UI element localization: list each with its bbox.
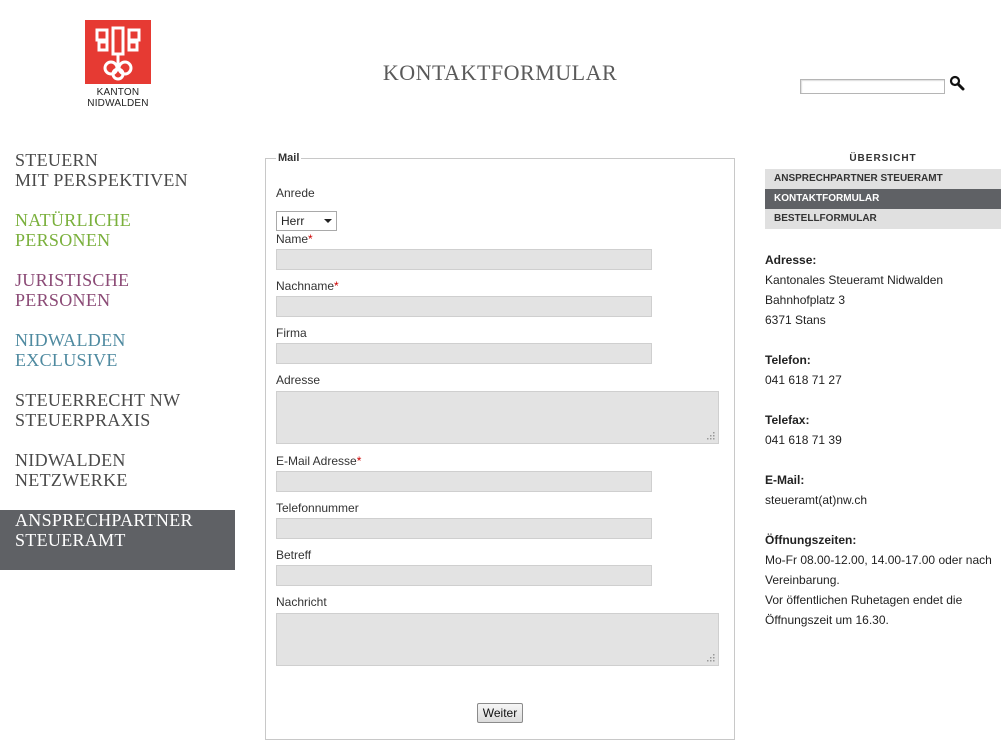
canton-logo[interactable] — [85, 20, 153, 109]
main-navigation — [0, 150, 235, 570]
sidebar-link-kontaktformular[interactable]: KONTAKTFORMULAR — [765, 189, 1001, 209]
nav-item-netzwerke[interactable]: NIDWALDEN NETZWERKE — [15, 450, 128, 490]
form-legend: Mail — [278, 152, 300, 164]
nav-item-steuern[interactable]: STEUERN MIT PERSPEKTIVEN — [15, 150, 188, 190]
opening-hours-line: Öffnungszeit um 16.30. — [765, 613, 889, 627]
name-label: Name* — [276, 232, 313, 246]
phone-label: Telefon: — [765, 353, 811, 367]
sidebar-link-bestellformular[interactable]: BESTELLFORMULAR — [765, 209, 1001, 229]
firma-input[interactable] — [276, 343, 652, 364]
betreff-input[interactable] — [276, 565, 652, 586]
address-line: Kantonales Steueramt Nidwalden — [765, 273, 944, 287]
nachricht-textarea[interactable] — [276, 613, 719, 666]
opening-hours-line: Vor öffentlichen Ruhetagen endet die — [765, 593, 963, 607]
email-input[interactable] — [276, 471, 652, 492]
opening-hours-line: Mo-Fr 08.00-12.00, 14.00-17.00 oder nach — [765, 553, 992, 567]
opening-hours-block — [765, 530, 1001, 630]
address-line: Bahnhofplatz 3 — [765, 293, 846, 307]
nachname-label: Nachname* — [276, 279, 339, 293]
resize-grip-icon[interactable] — [706, 653, 715, 662]
fax-block — [765, 410, 1001, 450]
telefon-label: Telefonnummer — [276, 501, 359, 515]
address-block — [765, 250, 1001, 330]
adresse-textarea[interactable] — [276, 391, 719, 444]
email-value[interactable]: steueramt(at)nw.ch — [765, 493, 868, 507]
coat-of-arms-icon — [85, 20, 151, 84]
nav-item-natuerliche-personen[interactable]: NATÜRLICHE PERSONEN — [15, 210, 131, 250]
opening-hours-label: Öffnungszeiten: — [765, 533, 857, 547]
opening-hours-line: Vereinbarung. — [765, 573, 840, 587]
fax-label: Telefax: — [765, 413, 810, 427]
nachricht-label: Nachricht — [276, 595, 327, 609]
overview-heading: ÜBERSICHT — [849, 153, 917, 164]
logo-text: KANTON NIDWALDEN — [87, 87, 149, 109]
telefon-input[interactable] — [276, 518, 652, 539]
name-input[interactable] — [276, 249, 652, 270]
anrede-label: Anrede — [276, 186, 315, 200]
page-title: KONTAKTFORMULAR — [382, 60, 618, 85]
search-input[interactable] — [800, 79, 945, 94]
address-line: 6371 Stans — [765, 313, 826, 327]
phone-value: 041 618 71 27 — [765, 373, 842, 387]
anrede-select[interactable] — [276, 211, 337, 231]
address-label: Adresse: — [765, 253, 817, 267]
nav-item-steuerrecht[interactable]: STEUERRECHT NW STEUERPRAXIS — [15, 390, 181, 430]
email-contact-label: E-Mail: — [765, 473, 805, 487]
nachname-input[interactable] — [276, 296, 652, 317]
nav-item-juristische-personen[interactable]: JURISTISCHE PERSONEN — [15, 270, 130, 310]
weiter-button[interactable]: Weiter — [477, 703, 523, 723]
contact-info — [765, 250, 1001, 650]
sidebar-link-ansprechpartner[interactable]: ANSPRECHPARTNER STEUERAMT — [765, 169, 1001, 189]
email-label: E-Mail Adresse* — [276, 454, 362, 468]
nav-item-ansprechpartner[interactable]: ANSPRECHPARTNER STEUERAMT — [0, 510, 235, 570]
betreff-label: Betreff — [276, 548, 312, 562]
firma-label: Firma — [276, 326, 307, 340]
anrede-value: Herr — [281, 214, 305, 228]
chevron-down-icon — [324, 219, 332, 223]
fax-value: 041 618 71 39 — [765, 433, 842, 447]
nav-item-nidwalden-exclusive[interactable]: NIDWALDEN EXCLUSIVE — [15, 330, 126, 370]
adresse-label: Adresse — [276, 373, 321, 387]
search-icon[interactable] — [949, 75, 965, 91]
phone-block — [765, 350, 1001, 390]
email-block — [765, 470, 1001, 510]
mail-form — [265, 152, 735, 740]
overview-menu — [765, 152, 1001, 229]
resize-grip-icon[interactable] — [706, 431, 715, 440]
